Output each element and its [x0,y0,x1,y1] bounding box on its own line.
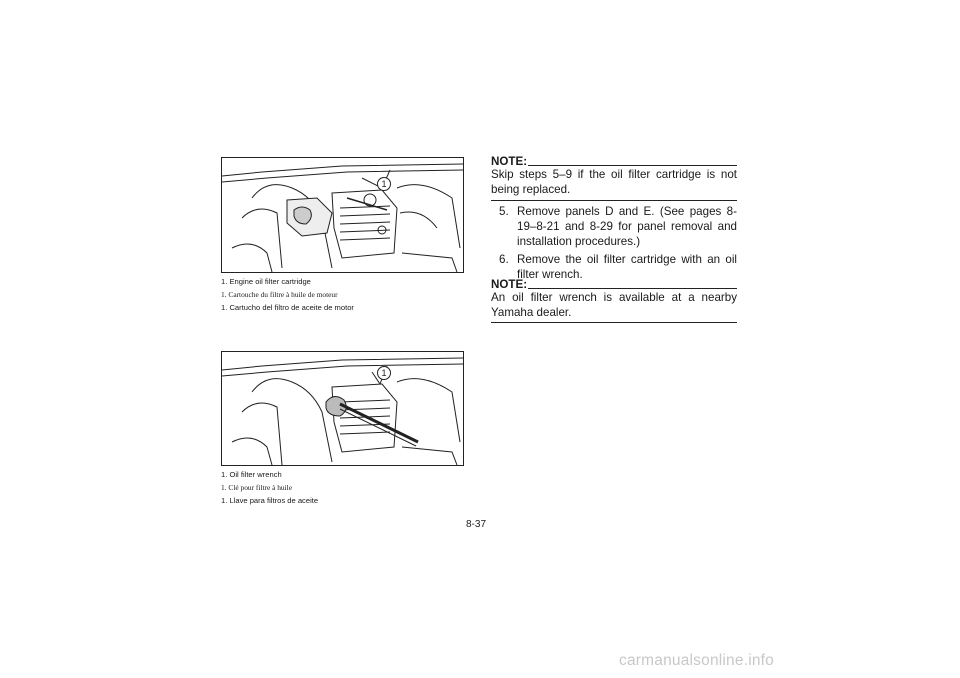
figure-1-caption [221,277,354,316]
caption-french: 1. Clé pour filtre à huile [221,483,293,492]
engine-illustration [222,352,463,465]
page-number: 8-37 [466,519,487,530]
caption-french: 1. Cartouche du filtre à huile de moteur [221,290,338,299]
step-text: Remove the oil filter cartridge with an oil filter wrench. [517,253,737,281]
note-text: Skip steps 5–9 if the oil filter cartridge is not being replaced. [491,168,737,196]
watermark: carmanualsonline.info [619,652,774,669]
note-rule [528,288,737,289]
callout-1: 1 [381,368,387,378]
procedure-steps [491,204,737,285]
caption-english: 1. Oil filter wrench [221,470,282,479]
step-number: 6. [499,253,509,266]
callout-1: 1 [381,179,387,189]
note-end-rule [491,322,737,323]
figure-2-caption [221,470,318,509]
caption-spanish: 1. Cartucho del filtro de aceite de motor [221,303,354,312]
figure-engine-oil-filter-cartridge [221,157,464,273]
note-end-rule [491,200,737,201]
note-label: NOTE: [491,278,528,291]
step-text: Remove panels D and E. (See pages 8-19–8-21 and 8-29 for panel removal and installation procedures.) [517,205,737,248]
note-label: NOTE: [491,155,528,168]
engine-illustration [222,158,463,272]
caption-english: 1. Engine oil filter cartridge [221,277,311,286]
note-rule [528,165,737,166]
step-number: 5. [499,205,509,218]
note-text: An oil filter wrench is available at a nearby Yamaha dealer. [491,291,737,319]
figure-oil-filter-wrench [221,351,464,466]
caption-spanish: 1. Llave para filtros de aceite [221,496,319,505]
step-item [491,204,737,249]
